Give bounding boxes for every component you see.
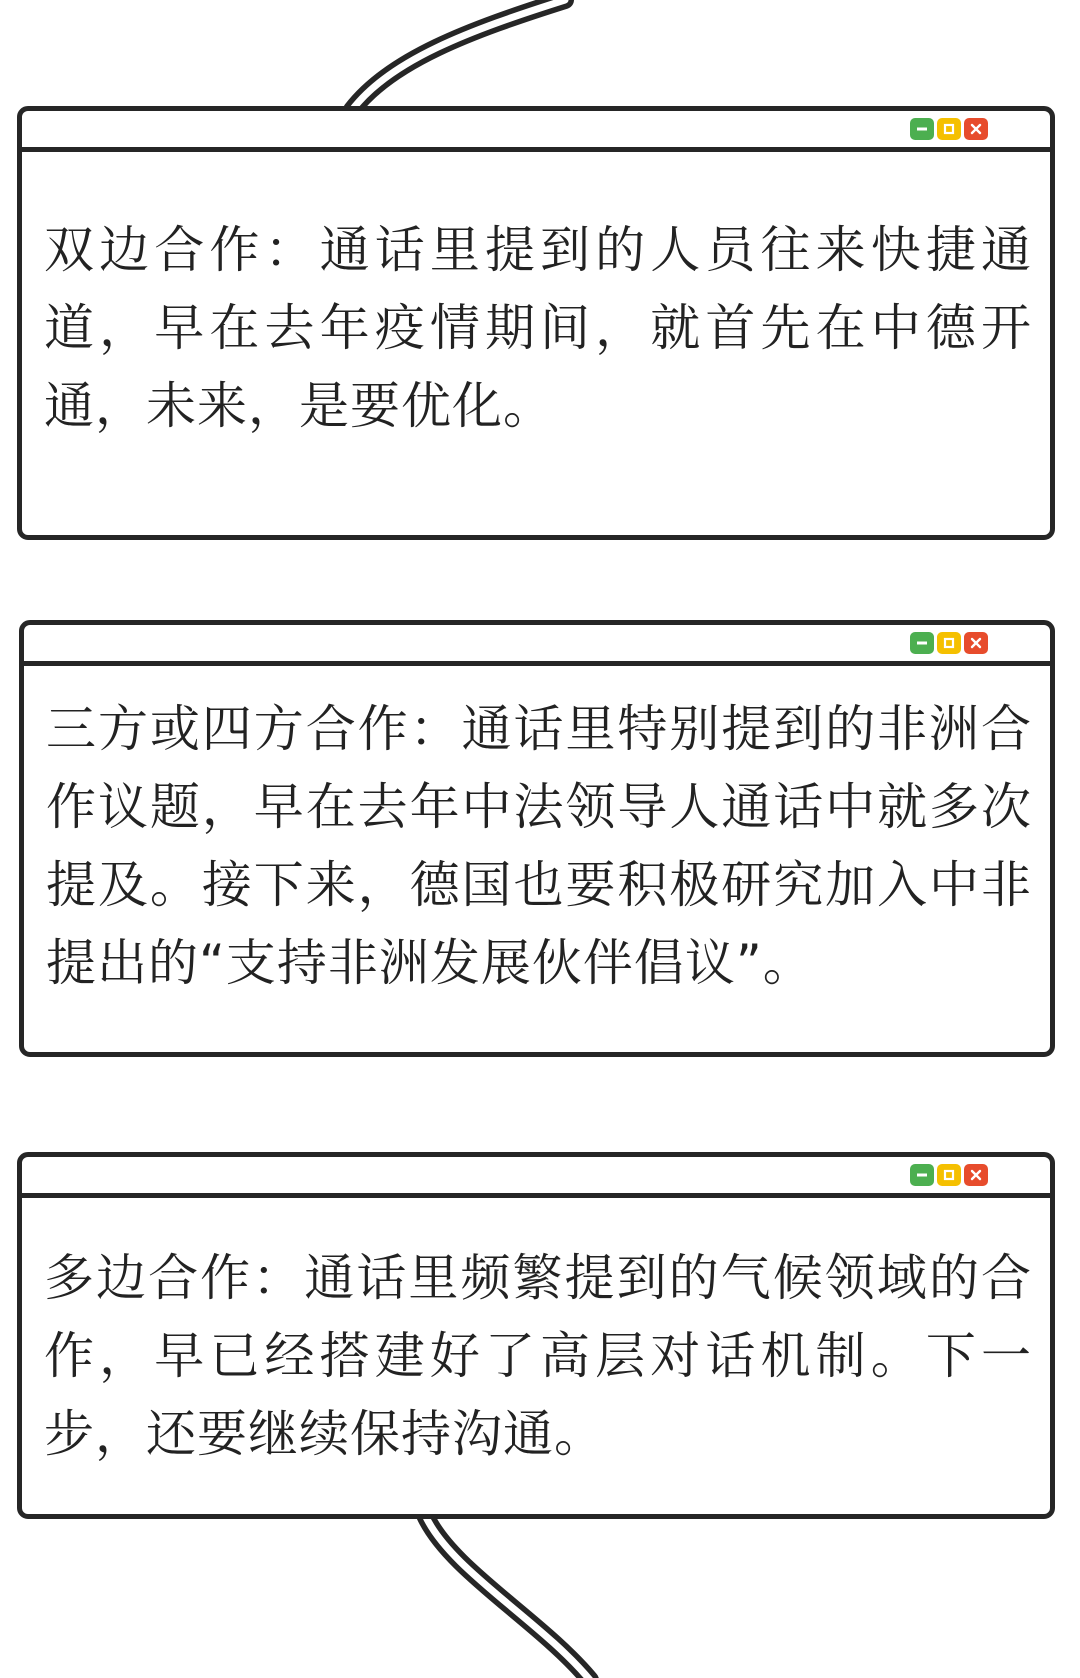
x-icon <box>970 637 982 649</box>
close-button[interactable] <box>964 1164 988 1186</box>
minimize-button[interactable] <box>910 632 934 654</box>
window-controls <box>910 632 988 654</box>
window-titlebar <box>22 1157 1050 1198</box>
close-button[interactable] <box>964 632 988 654</box>
window-titlebar <box>24 625 1050 666</box>
cooperation-window-trilateral <box>19 620 1055 1057</box>
square-icon <box>943 123 955 135</box>
maximize-button[interactable] <box>937 1164 961 1186</box>
x-icon <box>970 123 982 135</box>
window-controls <box>910 1164 988 1186</box>
minimize-button[interactable] <box>910 1164 934 1186</box>
window-titlebar <box>22 111 1050 152</box>
cooperation-window-multilateral <box>17 1152 1055 1519</box>
cooperation-window-bilateral <box>17 106 1055 540</box>
minus-icon <box>916 637 928 649</box>
minus-icon <box>916 123 928 135</box>
x-icon <box>970 1169 982 1181</box>
maximize-button[interactable] <box>937 118 961 140</box>
square-icon <box>943 637 955 649</box>
window-body-text: 双边合作：通话里提到的人员往来快捷通道，早在去年疫情期间，就首先在中德开通，未来，是要优化。 <box>44 221 1032 435</box>
minus-icon <box>916 1169 928 1181</box>
minimize-button[interactable] <box>910 118 934 140</box>
close-button[interactable] <box>964 118 988 140</box>
window-controls <box>910 118 988 140</box>
window-body-text: 多边合作：通话里频繁提到的气候领域的合作，早已经搭建好了高层对话机制。下一步，还要继续保持沟通。 <box>44 1249 1032 1463</box>
square-icon <box>943 1169 955 1181</box>
window-body-text: 三方或四方合作：通话里特别提到的非洲合作议题，早在去年中法领导人通话中就多次提及。接下来，德国也要积极研究加入中非提出的“支持非洲发展伙伴倡议”。 <box>46 700 1032 992</box>
maximize-button[interactable] <box>937 632 961 654</box>
